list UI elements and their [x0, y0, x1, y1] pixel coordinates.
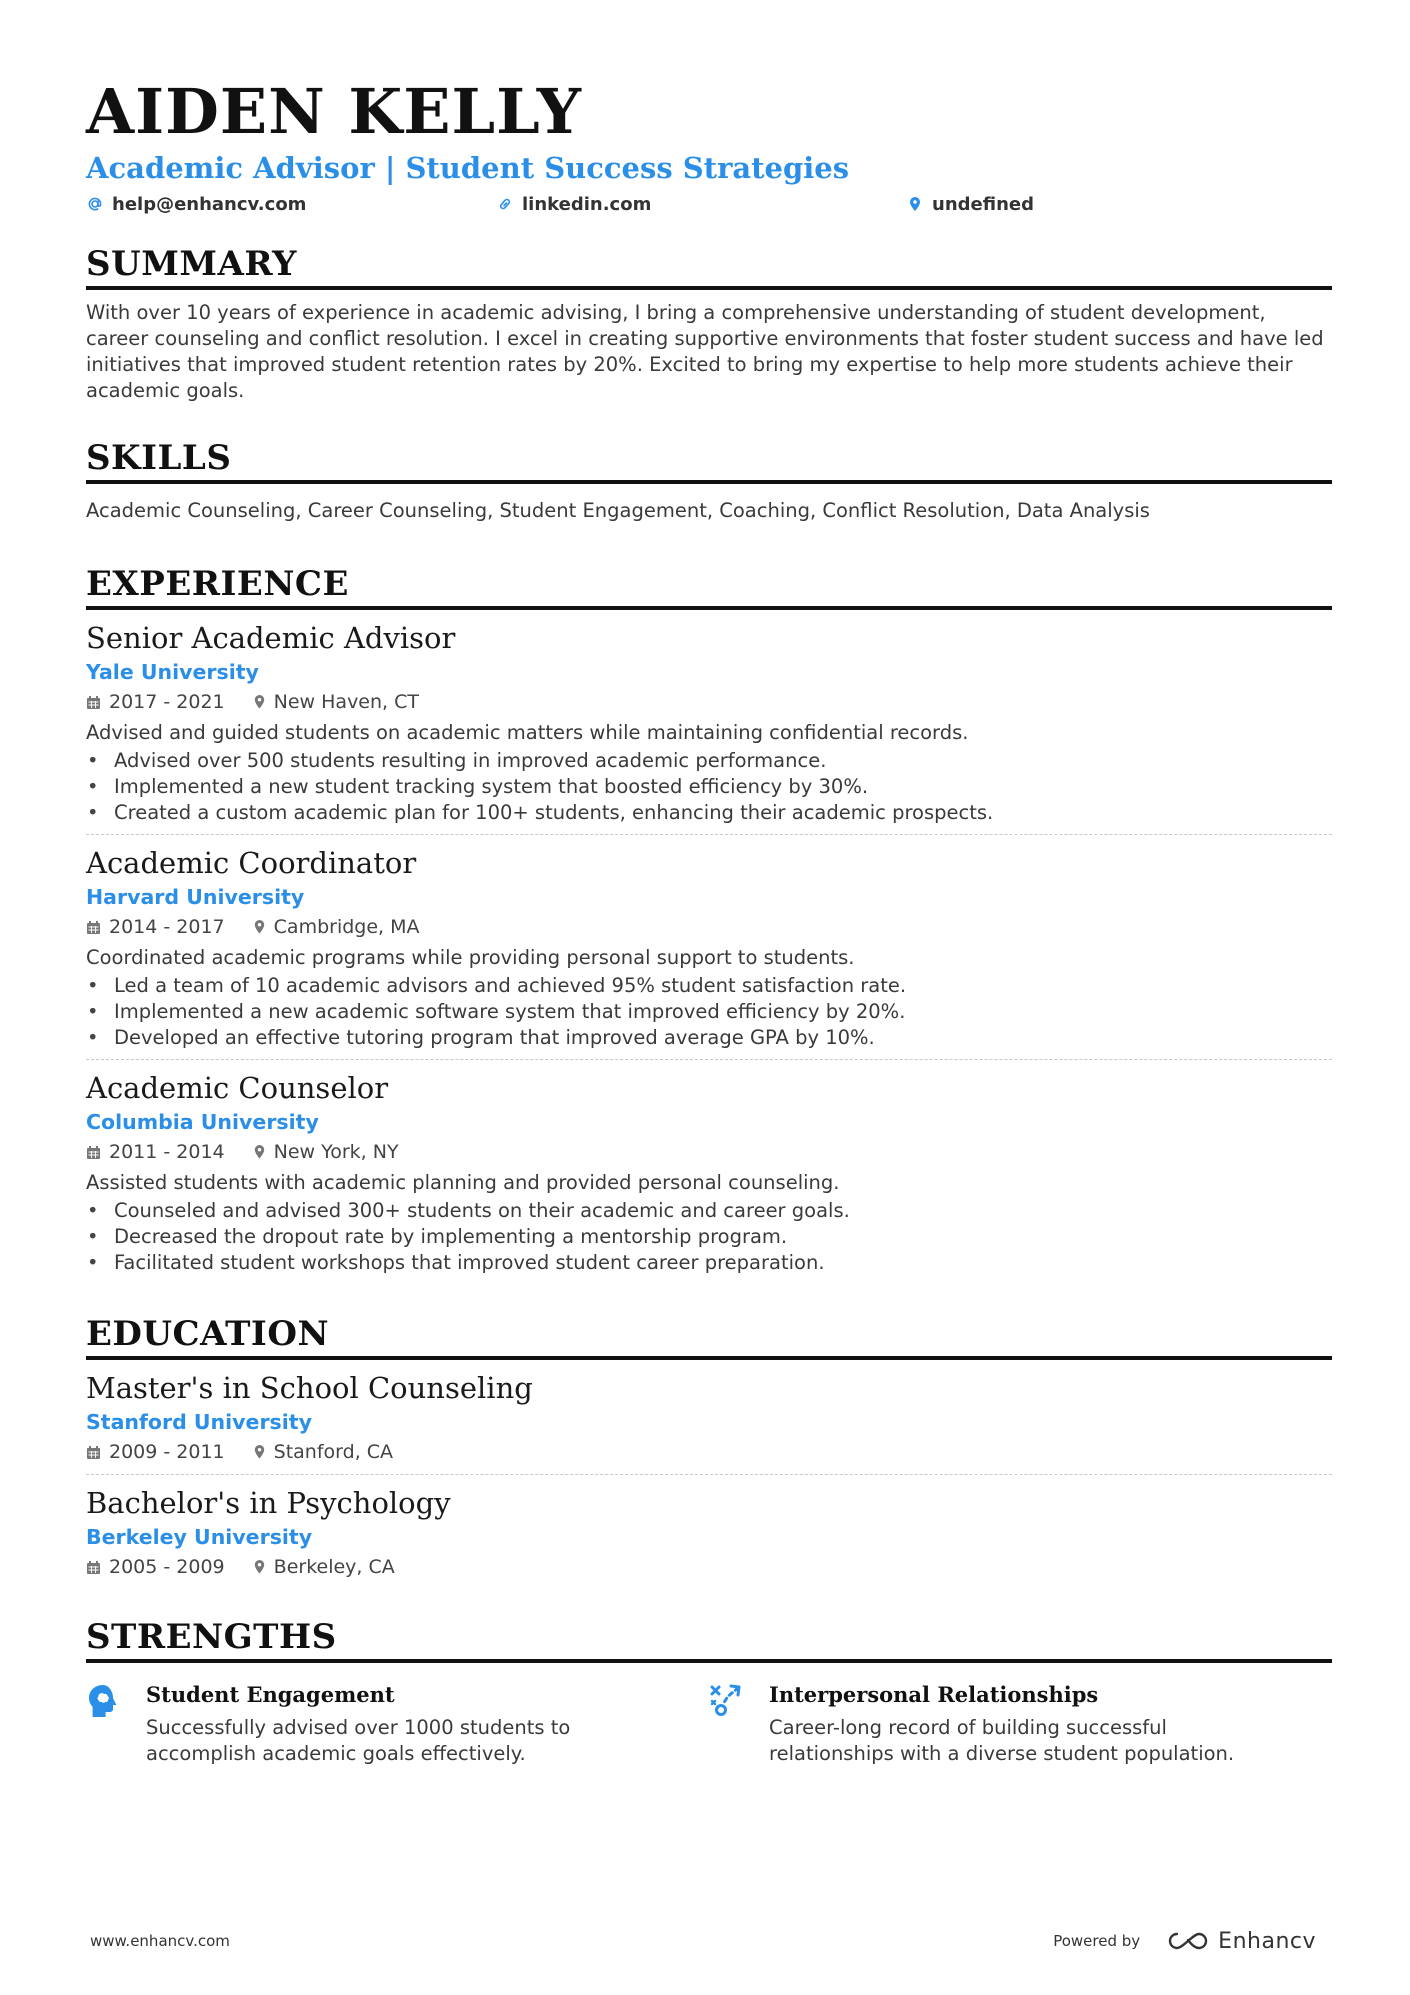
experience-entry	[86, 834, 1332, 1059]
experience-entry	[86, 610, 1332, 834]
contact-location-text: undefined	[932, 193, 1034, 215]
location-pin-icon	[253, 1559, 266, 1575]
skills-heading: SKILLS	[86, 438, 1332, 484]
candidate-name: AIDEN KELLY	[86, 75, 583, 148]
job-title: Academic Counselor	[86, 1071, 389, 1105]
at-icon	[86, 195, 104, 213]
list-item: • Facilitated student workshops that improved student career preparation.	[86, 1250, 1332, 1276]
strengths-heading: STRENGTHS	[86, 1617, 1332, 1663]
degree-title: Master's in School Counseling	[86, 1371, 533, 1405]
summary-text: With over 10 years of experience in academic advising, I bring a comprehensive understanding of student development, career counseling and conflict resolution. I excel in creating supportive environments that foster student success and have led initiatives that improved student retention rates by 20%. Excited to bring my expertise to help more students achieve their academic goals.	[86, 301, 1324, 402]
education-section	[86, 1314, 1332, 1589]
calendar-icon	[86, 1560, 101, 1575]
calendar-icon	[86, 1445, 101, 1460]
powered-by-label: Powered by	[1053, 1932, 1141, 1950]
powered-by	[1053, 1929, 1316, 1954]
contact-linkedin[interactable]	[496, 194, 906, 215]
resume-page	[86, 76, 1332, 1767]
job-title: Senior Academic Advisor	[86, 621, 456, 655]
employer-name: Yale University	[86, 660, 259, 684]
location-pin-icon	[253, 1444, 266, 1460]
calendar-icon	[86, 695, 101, 710]
strength-title: Student Engagement	[146, 1682, 395, 1707]
list-item: • Developed an effective tutoring program that improved average GPA by 10%.	[86, 1025, 1332, 1051]
education-dates: 2005 - 2009	[86, 1553, 225, 1581]
strength-description: Career-long record of building successful relationships with a diverse student population.	[769, 1716, 1235, 1765]
strength-item	[709, 1681, 1332, 1767]
calendar-icon	[86, 920, 101, 935]
list-item: • Led a team of 10 academic advisors and achieved 95% student satisfaction rate.	[86, 973, 1332, 999]
education-meta	[86, 1438, 1332, 1466]
job-dates: 2011 - 2014	[86, 1138, 225, 1166]
location-pin-icon	[253, 919, 266, 935]
job-location: New Haven, CT	[253, 688, 419, 716]
location-pin-icon	[906, 195, 924, 213]
employer-name: Columbia University	[86, 1110, 319, 1134]
list-item: • Decreased the dropout rate by implementing a mentorship program.	[86, 1224, 1332, 1250]
footer-website-link[interactable]: www.enhancv.com	[90, 1932, 230, 1950]
achievement-list	[86, 973, 1332, 1051]
strategy-path-icon	[709, 1681, 769, 1767]
list-item: • Advised over 500 students resulting in improved academic performance.	[86, 748, 1332, 774]
infinity-logo-icon	[1166, 1930, 1210, 1952]
calendar-icon	[86, 1145, 101, 1160]
strength-item	[86, 1681, 709, 1767]
candidate-headline: Academic Advisor | Student Success Strategies	[86, 151, 850, 185]
strengths-grid	[86, 1681, 1332, 1767]
experience-heading: EXPERIENCE	[86, 564, 1332, 610]
education-location: Berkeley, CA	[253, 1553, 395, 1581]
contact-email[interactable]	[86, 194, 496, 215]
job-title: Academic Coordinator	[86, 846, 417, 880]
skills-text: Academic Counseling, Career Counseling, Student Engagement, Coaching, Conflict Resolution, Data Analysis	[86, 499, 1150, 522]
summary-heading: SUMMARY	[86, 244, 1332, 290]
job-location: New York, NY	[253, 1138, 399, 1166]
contact-location	[906, 194, 1034, 215]
education-entry	[86, 1474, 1332, 1589]
education-dates: 2009 - 2011	[86, 1438, 225, 1466]
job-description: Assisted students with academic planning and provided personal counseling.	[86, 1171, 840, 1194]
education-heading: EDUCATION	[86, 1314, 1332, 1360]
brand-name: Enhancv	[1218, 1928, 1316, 1954]
strength-title: Interpersonal Relationships	[769, 1682, 1099, 1707]
list-item: • Created a custom academic plan for 100+ students, enhancing their academic prospects.	[86, 800, 1332, 826]
head-brain-icon	[86, 1681, 146, 1767]
education-meta	[86, 1553, 1332, 1581]
job-description: Advised and guided students on academic matters while maintaining confidential records.	[86, 721, 969, 744]
school-name: Berkeley University	[86, 1525, 313, 1549]
list-item: • Counseled and advised 300+ students on their academic and career goals.	[86, 1198, 1332, 1224]
education-entry	[86, 1360, 1332, 1474]
job-meta	[86, 913, 1332, 941]
location-pin-icon	[253, 694, 266, 710]
list-item: • Implemented a new student tracking system that boosted efficiency by 30%.	[86, 774, 1332, 800]
link-icon	[496, 195, 514, 213]
job-meta	[86, 688, 1332, 716]
school-name: Stanford University	[86, 1410, 312, 1434]
page-footer	[90, 1926, 1316, 1956]
contact-email-text: help@enhancv.com	[112, 193, 307, 215]
contact-bar	[86, 190, 1332, 218]
job-dates: 2014 - 2017	[86, 913, 225, 941]
summary-section	[86, 244, 1332, 404]
employer-name: Harvard University	[86, 885, 305, 909]
job-location: Cambridge, MA	[253, 913, 420, 941]
skills-section	[86, 438, 1332, 524]
location-pin-icon	[253, 1144, 266, 1160]
education-location: Stanford, CA	[253, 1438, 393, 1466]
list-item: • Implemented a new academic software system that improved efficiency by 20%.	[86, 999, 1332, 1025]
job-description: Coordinated academic programs while providing personal support to students.	[86, 946, 855, 969]
experience-section	[86, 564, 1332, 1284]
achievement-list	[86, 1198, 1332, 1276]
job-dates: 2017 - 2021	[86, 688, 225, 716]
enhancv-logo[interactable]	[1166, 1929, 1316, 1954]
achievement-list	[86, 748, 1332, 826]
strengths-section	[86, 1617, 1332, 1767]
experience-entry	[86, 1059, 1332, 1284]
strength-description: Successfully advised over 1000 students to accomplish academic goals effectively.	[146, 1716, 571, 1765]
degree-title: Bachelor's in Psychology	[86, 1486, 451, 1520]
job-meta	[86, 1138, 1332, 1166]
contact-linkedin-text: linkedin.com	[522, 193, 652, 215]
